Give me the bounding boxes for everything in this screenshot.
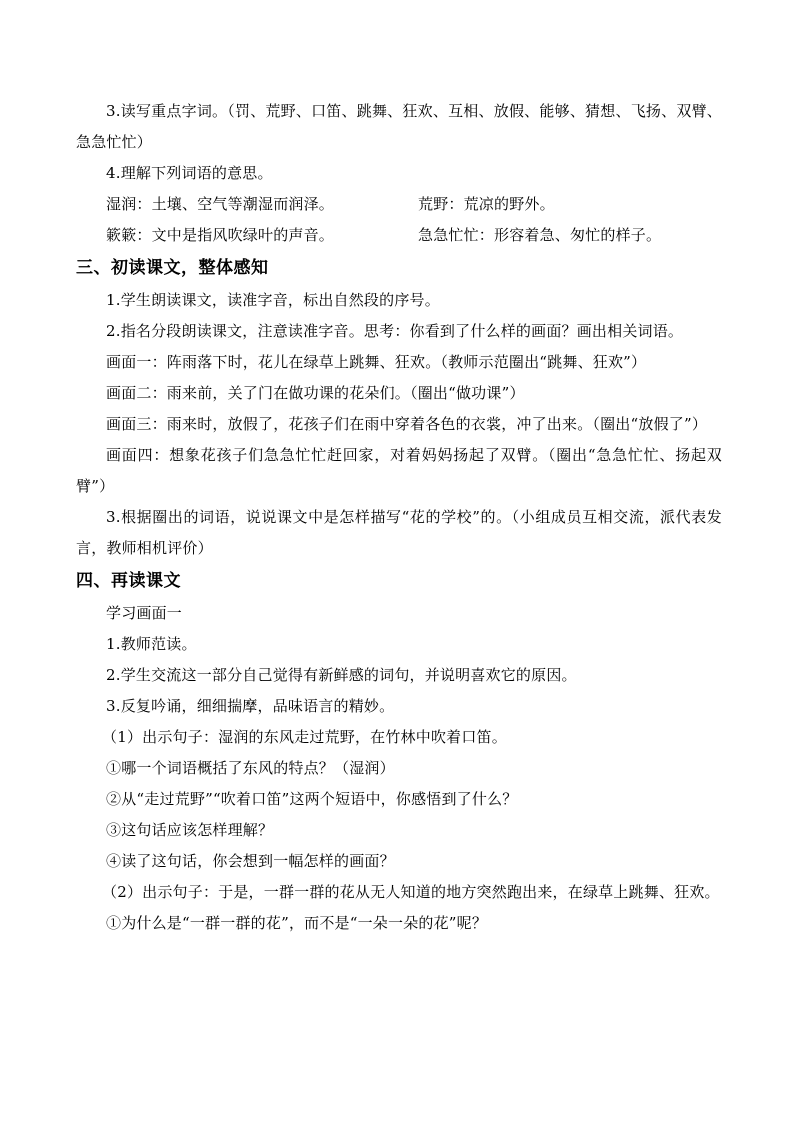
paragraph-question-5: ①为什么是“一群一群的花”，而不是“一朵一朵的花”呢？ bbox=[106, 914, 488, 932]
paragraph-recite: 3.反复吟诵，细细揣摩，品味语言的精妙。 bbox=[106, 697, 395, 715]
document-body bbox=[76, 96, 722, 939]
paragraph-question-3: ③这句话应该怎样理解？ bbox=[106, 821, 274, 839]
paragraph-question-2: ②从“走过荒野”“吹着口笛”这两个短语中，你感悟到了什么？ bbox=[106, 790, 518, 808]
paragraph-question-4: ④读了这句话，你会想到一幅怎样的画面？ bbox=[106, 852, 395, 870]
definition-shirun: 湿润：土壤、空气等潮湿而润泽。 bbox=[106, 195, 335, 213]
section-heading-3: 三、初读课文，整体感知 bbox=[76, 258, 269, 278]
paragraph-scene-4: 画面四：想象花孩子们急急忙忙赶回家，对着妈妈扬起了双臂。（圈出“急急忙忙、扬起双臂”） bbox=[76, 446, 722, 495]
definition-huangye: 荒野：荒凉的野外。 bbox=[418, 195, 555, 213]
paragraph-segment-reading: 2.指名分段朗读课文，注意读准字音。思考：你看到了什么样的画面？画出相关词语。 bbox=[106, 322, 684, 340]
paragraph-student-exchange: 2.学生交流这一部分自己觉得有新鲜感的词句，并说明喜欢它的原因。 bbox=[106, 666, 577, 684]
paragraph-sentence-1: （1）出示句子：湿润的东风走过荒野，在竹林中吹着口笛。 bbox=[102, 728, 507, 746]
paragraph-learn-scene-1: 学习画面一 bbox=[106, 604, 183, 622]
paragraph-question-1: ①哪一个词语概括了东风的特点？（湿润） bbox=[106, 759, 395, 777]
paragraph-describe-school: 3.根据圈出的词语，说说课文中是怎样描写“花的学校”的。（小组成员互相交流，派代表发言，教师相机评价） bbox=[76, 508, 722, 557]
definition-susu: 簌簌：文中是指风吹绿叶的声音。 bbox=[106, 226, 335, 244]
paragraph-sentence-2: （2）出示句子：于是，一群一群的花从无人知道的地方突然跑出来，在绿草上跳舞、狂欢。 bbox=[102, 883, 720, 901]
paragraph-key-words: 3.读写重点字词。（罚、荒野、口笛、跳舞、狂欢、互相、放假、能够、猜想、飞扬、双臂、急急忙忙） bbox=[76, 102, 722, 151]
paragraph-scene-1: 画面一：阵雨落下时，花儿在绿草上跳舞、狂欢。（教师示范圈出“跳舞、狂欢”） bbox=[106, 353, 647, 371]
paragraph-read-aloud: 1.学生朗读课文，读准字音，标出自然段的序号。 bbox=[106, 291, 440, 309]
definition-jijimangmang: 急急忙忙：形容着急、匆忙的样子。 bbox=[418, 226, 662, 244]
definition-row-1 bbox=[76, 189, 722, 220]
paragraph-understand-words: 4.理解下列词语的意思。 bbox=[106, 164, 273, 182]
paragraph-scene-3: 画面三：雨来时，放假了，花孩子们在雨中穿着各色的衣裳，冲了出来。（圈出“放假了”） bbox=[106, 415, 708, 433]
definition-row-2 bbox=[76, 220, 722, 251]
paragraph-teacher-reading: 1.教师范读。 bbox=[106, 635, 197, 653]
paragraph-scene-2: 画面二：雨来前，关了门在做功课的花朵们。（圈出“做功课”） bbox=[106, 384, 525, 402]
section-heading-4: 四、再读课文 bbox=[76, 571, 181, 591]
